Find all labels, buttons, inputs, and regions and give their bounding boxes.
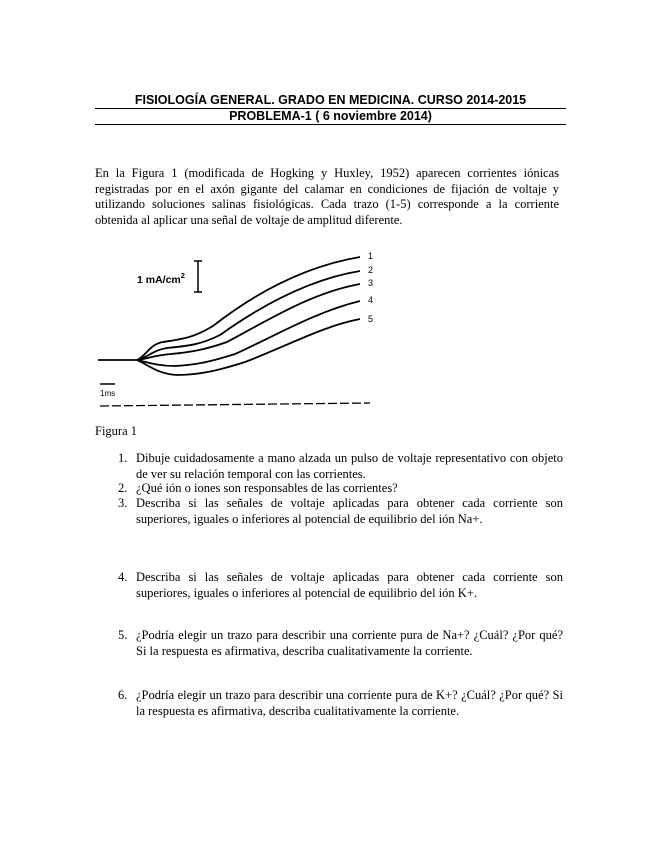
- question-number: 4.: [118, 570, 128, 584]
- question-number: 1.: [118, 451, 128, 465]
- document-title: FISIOLOGÍA GENERAL. GRADO EN MEDICINA. CURSO 2014-2015: [134, 93, 527, 107]
- figure-1-current-traces: [95, 246, 395, 416]
- trace-label-3: 3: [368, 278, 374, 288]
- problem-subtitle: PROBLEMA-1 ( 6 noviembre 2014): [229, 109, 432, 123]
- trace-label-5: 5: [368, 314, 374, 324]
- question-number: 3.: [118, 496, 128, 510]
- trace-label-2: 2: [368, 265, 374, 275]
- question-1: [118, 451, 563, 482]
- amplitude-scale-label: 1 $mA/cm^2$: [137, 271, 185, 286]
- question-text: ¿Qué ión o iones son responsables de las corrientes?: [136, 481, 398, 495]
- question-3: [118, 496, 563, 527]
- current-trace-1: [137, 257, 360, 360]
- current-trace-4: [137, 301, 360, 366]
- question-text: ¿Podría elegir un trazo para describir una corriente pura de K+? ¿Cuál? ¿Por qué? Si la respuesta es afirmativa, describa cualitativamente la corriente.: [136, 688, 563, 718]
- zero-marker-line: [100, 403, 370, 406]
- trace-label-4: 4: [368, 295, 374, 305]
- time-scale-label: 1ms: [100, 389, 116, 398]
- question-number: 2.: [118, 481, 128, 495]
- question-number: 5.: [118, 628, 128, 642]
- title-rule-bottom: [95, 124, 566, 125]
- figure-caption: Figura 1: [95, 424, 138, 438]
- trace-label-1: 1: [368, 251, 374, 261]
- question-text: Describa si las señales de voltaje aplicadas para obtener cada corriente son superiores, iguales o inferiores al potencial de equilibrio del ión K+.: [136, 570, 563, 600]
- question-5: [118, 628, 563, 659]
- question-text: ¿Podría elegir un trazo para describir una corriente pura de Na+? ¿Cuál? ¿Por qué? Si la respuesta es afirmativa, describa cualitativamente la corriente.: [136, 628, 563, 658]
- question-text: Dibuje cuidadosamente a mano alzada un pulso de voltaje representativo con objeto de ver su relación temporal con las corrientes.: [136, 451, 563, 481]
- question-2: [118, 481, 563, 497]
- question-4: [118, 570, 563, 601]
- question-6: [118, 688, 563, 719]
- amplitude-scale-bar: [194, 261, 202, 292]
- intro-paragraph: En la Figura 1 (modificada de Hogking y Huxley, 1952) aparecen corrientes iónicas registradas por en el axón gigante del calamar en condiciones de fijación de voltaje y utilizando soluciones salinas fisiológicas. Cada trazo (1-5) corresponde a la corriente obtenida al aplicar una señal de voltaje de amplitud diferente.: [95, 166, 559, 227]
- question-number: 6.: [118, 688, 128, 702]
- question-text: Describa si las señales de voltaje aplicadas para obtener cada corriente son superiores, iguales o inferiores al potencial de equilibrio del ión Na+.: [136, 496, 563, 526]
